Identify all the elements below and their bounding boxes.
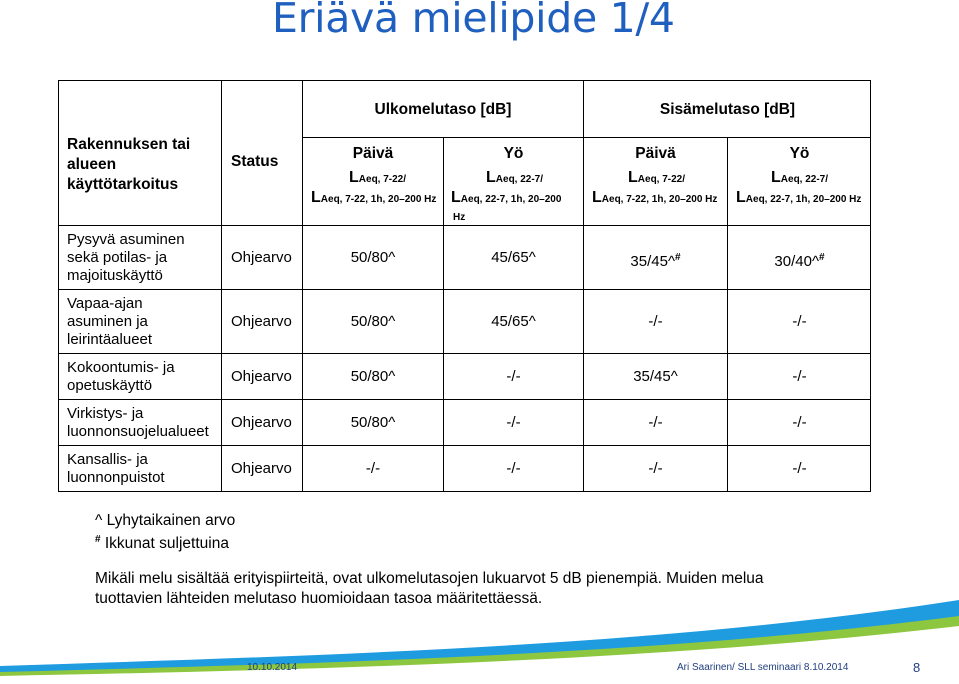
row-label-line: Vapaa-ajan: [67, 295, 143, 312]
row-label-line: opetuskäyttö: [67, 377, 153, 394]
caret-symbol: ^: [95, 512, 103, 529]
outdoor-night-metric-2: LAeq, 22-7, 1h, 20–200: [451, 189, 562, 206]
indoor-group-header: Sisämelutaso [dB]: [659, 101, 796, 118]
legend-hash: [95, 530, 229, 553]
outdoor-night-value: -/-: [506, 460, 521, 477]
row-label: [67, 405, 209, 441]
row-label-line: luonnonpuistot: [67, 469, 165, 486]
outdoor-group-header: Ulkomelutaso [dB]: [374, 101, 512, 118]
outdoor-day-value: -/-: [365, 460, 381, 477]
caret-text: Lyhytaikainen arvo: [106, 512, 236, 529]
row-label-line: Pysyvä asuminen: [67, 231, 185, 248]
indoor-night-value: -/-: [792, 460, 807, 477]
row-divider: [59, 445, 871, 446]
col-divider: [221, 81, 222, 491]
row-status: Ohjearvo: [231, 414, 292, 431]
indoor-night-metric-2: LAeq, 22-7, 1h, 20–200 Hz: [736, 189, 862, 206]
indoor-day-metric: LAeq, 7-22/: [628, 169, 686, 186]
footer-date: 10.10.2014: [247, 662, 298, 673]
indoor-day-value: 35/45^: [633, 368, 678, 385]
row-label-line: majoituskäyttö: [67, 267, 163, 284]
indoor-night-header: Yö: [789, 145, 810, 162]
legend-caret: [95, 511, 235, 530]
outdoor-night-value: 45/65^: [491, 249, 536, 266]
outdoor-night-value: -/-: [506, 368, 521, 385]
purpose-header-line: Rakennuksen tai: [67, 136, 191, 153]
outdoor-day-value: 50/80^: [350, 414, 396, 431]
row-status: Ohjearvo: [231, 249, 292, 266]
hash-text: Ikkunat suljettuina: [104, 535, 229, 553]
outdoor-day-metric-2: LAeq, 7-22, 1h, 20–200 Hz: [311, 189, 437, 206]
outdoor-night-value: -/-: [506, 414, 521, 431]
indoor-day-value: -/-: [648, 460, 663, 477]
row-label: [67, 295, 152, 349]
indoor-night-metric: LAeq, 22-7/: [771, 169, 829, 186]
row-divider: [59, 353, 871, 354]
row-label-line: sekä potilas- ja: [67, 249, 168, 266]
guideline-table: [58, 80, 871, 492]
row-divider: [59, 289, 871, 290]
row-label-line: Virkistys- ja: [67, 405, 144, 422]
indoor-night-value: -/-: [792, 313, 807, 330]
row-label-line: Kansallis- ja: [67, 451, 148, 468]
row-label: [67, 231, 185, 285]
slide-title: Eriävä mielipide 1/4: [272, 0, 675, 42]
purpose-header: [67, 135, 190, 195]
outdoor-night-header: Yö: [503, 145, 524, 162]
status-header: Status: [231, 153, 279, 170]
indoor-day-value: -/-: [648, 414, 663, 431]
row-label-line: asuminen ja: [67, 313, 148, 330]
indoor-day-metric-2: LAeq, 7-22, 1h, 20–200 Hz: [592, 189, 718, 206]
outdoor-night-metric: LAeq, 22-7/: [486, 169, 544, 186]
outdoor-day-value: 50/80^: [350, 313, 396, 330]
note-paragraph-line: Mikäli melu sisältää erityispiirteitä, ovat ulkomelutasojen lukuarvot 5 dB pienempiä. Muiden melua: [95, 570, 764, 587]
indoor-day-value: 35/45^#: [630, 252, 681, 270]
row-label: [67, 359, 175, 395]
indoor-night-value: -/-: [792, 368, 807, 385]
row-status: Ohjearvo: [231, 460, 292, 477]
hash-symbol: #: [95, 534, 101, 545]
outdoor-night-metric-3: Hz: [453, 212, 466, 223]
row-label-line: leirintäalueet: [67, 331, 153, 348]
indoor-day-value: -/-: [648, 313, 663, 330]
row-label: [67, 451, 165, 487]
purpose-header-line: käyttötarkoitus: [67, 176, 179, 193]
outdoor-night-value: 45/65^: [491, 313, 536, 330]
outdoor-day-metric: LAeq, 7-22/: [349, 169, 407, 186]
outdoor-day-value: 50/80^: [350, 249, 396, 266]
page-number: 8: [913, 660, 921, 675]
indoor-night-value: -/-: [792, 414, 807, 431]
indoor-night-value: 30/40^#: [774, 252, 825, 270]
outdoor-day-header: Päivä: [352, 145, 394, 162]
row-divider: [59, 399, 871, 400]
indoor-day-header: Päivä: [635, 145, 676, 162]
note-paragraph-line: tuottavien lähteiden melutaso huomioidaan tasoa määritettäessä.: [95, 590, 543, 607]
header-divider: [303, 137, 871, 138]
purpose-header-line: alueen: [67, 156, 117, 173]
row-label-line: Kokoontumis- ja: [67, 359, 175, 376]
outdoor-day-value: 50/80^: [350, 368, 396, 385]
footer-author: Ari Saarinen/ SLL seminaari 8.10.2014: [677, 662, 849, 673]
row-status: Ohjearvo: [231, 313, 292, 330]
row-status: Ohjearvo: [231, 368, 292, 385]
row-label-line: luonnonsuojelualueet: [67, 423, 209, 440]
